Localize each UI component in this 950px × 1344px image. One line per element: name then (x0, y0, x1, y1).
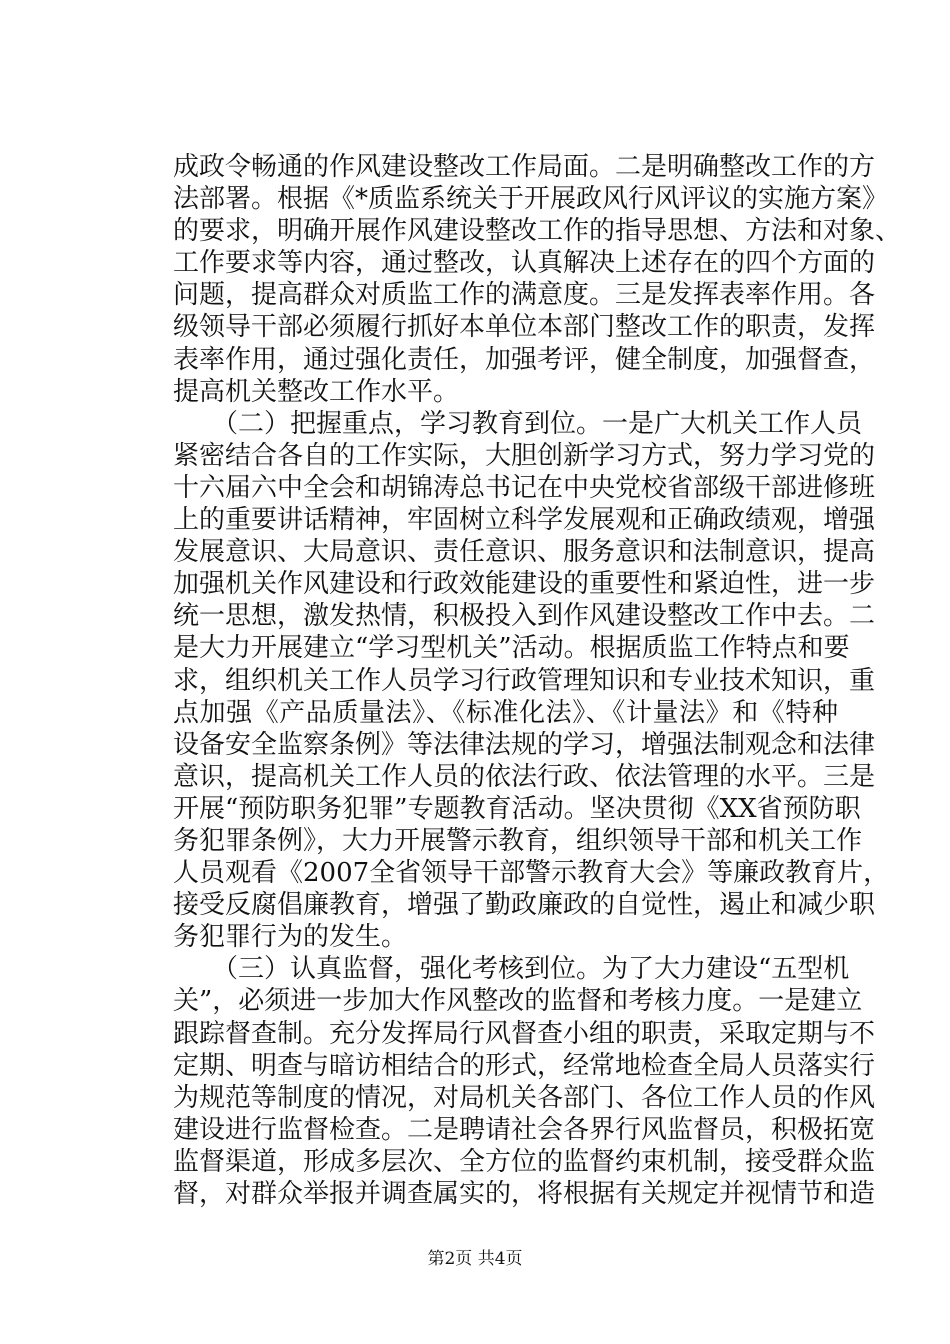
text-line: 督，对群众举报并调查属实的，将根据有关规定并视情节和造 (173, 1179, 876, 1209)
text-line: 成政令畅通的作风建设整改工作局面。二是明确整改工作的方 (173, 152, 876, 182)
page-footer: 第2页 共4页 (427, 1249, 523, 1269)
text-line: 法部署。根据《*质监系统关于开展政风行风评议的实施方案》 (173, 184, 889, 215)
text-line: 发展意识、大局意识、责任意识、服务意识和法制意识，提高 (173, 537, 876, 568)
text-line: 统一思想，激发热情，积极投入到作风建设整改工作中去。二 (173, 601, 876, 632)
body-text (173, 151, 902, 1210)
text-line: 建设进行监督检查。二是聘请社会各界行风监督员，积极拓宽 (173, 1114, 876, 1145)
text-line: 紧密结合各自的工作实际，大胆创新学习方式，努力学习党的 (173, 440, 876, 471)
text-line: 为规范等制度的情况，对局机关各部门、各位工作人员的作风 (173, 1082, 876, 1113)
text-line: 求，组织机关工作人员学习行政管理知识和专业技术知识，重 (173, 665, 876, 696)
text-line: 接受反腐倡廉教育，增强了勤政廉政的自觉性，遏止和减少职 (173, 890, 876, 921)
text-line: 意识，提高机关工作人员的依法行政、依法管理的水平。三是 (173, 761, 876, 792)
text-line: 是大力开展建立“学习型机关”活动。根据质监工作特点和要 (173, 633, 850, 664)
text-line: 定期、明查与暗访相结合的形式，经常地检查全局人员落实行 (173, 1050, 876, 1081)
text-line: 上的重要讲话精神，牢固树立科学发展观和正确政绩观，增强 (173, 505, 876, 536)
text-line: 人员观看《2007全省领导干部警示教育大会》等廉政教育片， (173, 858, 890, 889)
text-line: 的要求，明确开展作风建设整改工作的指导思想、方法和对象、 (173, 216, 902, 247)
text-line: 问题，提高群众对质监工作的满意度。三是发挥表率作用。各 (173, 280, 876, 311)
text-line: 表率作用，通过强化责任，加强考评，健全制度，加强督查， (173, 344, 876, 375)
text-line: （二）把握重点，学习教育到位。一是广大机关工作人员 (173, 408, 863, 439)
text-line: 工作要求等内容，通过整改，认真解决上述存在的四个方面的 (173, 248, 876, 279)
text-line: 十六届六中全会和胡锦涛总书记在中央党校省部级干部进修班 (173, 472, 876, 503)
text-line: 级领导干部必须履行抓好本单位本部门整改工作的职责，发挥 (173, 312, 876, 343)
text-line: 关”，必须进一步加大作风整改的监督和考核力度。一是建立 (173, 986, 863, 1017)
text-line: 加强机关作风建设和行政效能建设的重要性和紧迫性，进一步 (173, 569, 876, 600)
text-line: 务犯罪条例》，大力开展警示教育，组织领导干部和机关工作 (173, 825, 863, 856)
text-line: 提高机关整改工作水平。 (173, 376, 460, 407)
text-line: （三）认真监督，强化考核到位。为了大力建设“五型机 (173, 954, 850, 985)
text-line: 跟踪督查制。充分发挥局行风督查小组的职责，采取定期与不 (173, 1018, 876, 1049)
text-line: 设备安全监察条例》等法律法规的学习，增强法制观念和法律 (173, 729, 876, 760)
text-line: 务犯罪行为的发生。 (173, 922, 408, 953)
text-line: 监督渠道，形成多层次、全方位的监督约束机制，接受群众监 (173, 1146, 876, 1177)
text-line: 开展“预防职务犯罪”专题教育活动。坚决贯彻《XX省预防职 (173, 793, 861, 824)
text-line: 点加强《产品质量法》、《标准化法》、《计量法》和《特种 (173, 697, 838, 728)
